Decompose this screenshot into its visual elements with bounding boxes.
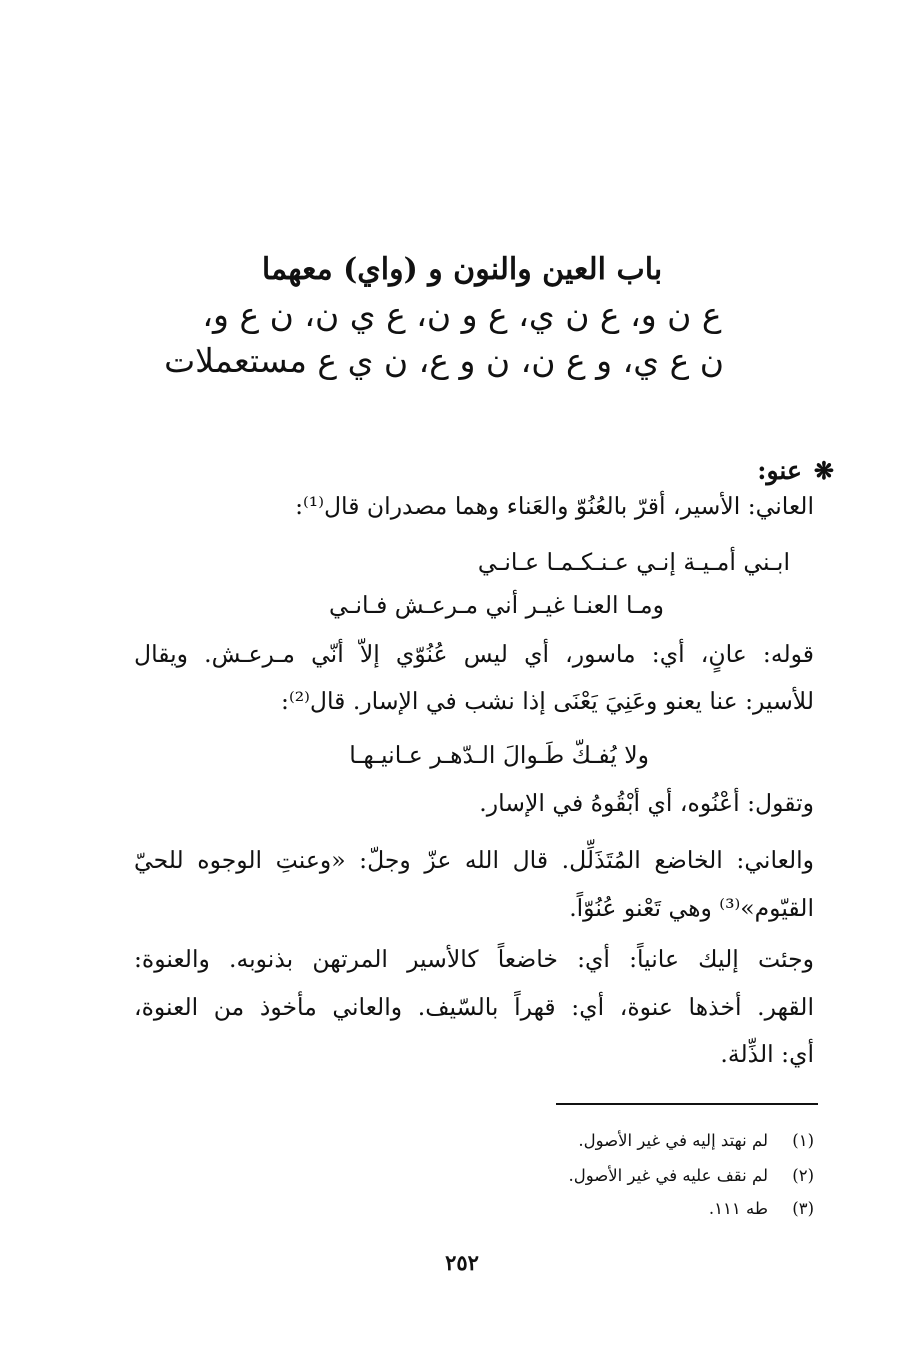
paragraph-1: العاني: الأسير، أقرّ بالعُنُوّ والعَناء وهما مصدران قال⁽¹⁾: — [295, 492, 814, 520]
footnote-text: لم نهتد إليه في غير الأصول. — [578, 1131, 768, 1150]
verse-line-3: ولا يُفـكّ طَـوالَ الـدّهـر عـانيـهـا — [349, 741, 649, 769]
footnote-2 — [569, 1166, 815, 1185]
entry-heading-text: عنو: — [757, 456, 802, 485]
paragraph-5-line-3: أي: الذِّلة. — [720, 1040, 814, 1068]
paragraph-2-line-2: للأسير: عنا يعنو وعَنِيَ يَعْنَى إذا نشب في الإسار. قال⁽²⁾: — [281, 687, 814, 715]
paragraph-4-line-2: القيّوم»⁽³⁾ وهي تَعْنو عُنُوّاً. — [569, 894, 814, 922]
verse-line-2: ومـا العنـا غيـر أني مـرعـش فـانـي — [329, 591, 664, 619]
paragraph-5-line-1: وجئت إليك عانياً: أي: خاضعاً كالأسير المرتهن بذنوبه. والعنوة: — [134, 945, 814, 973]
entry-heading — [757, 456, 834, 485]
footnote-text: لم نقف عليه في غير الأصول. — [568, 1166, 768, 1185]
paragraph-4-line-1: والعاني: الخاضع المُتَذَلِّل. قال الله عزّ وجلّ: «وعنتِ الوجوه للحيّ — [134, 846, 815, 874]
chapter-subtitle-line-2: ن ع ي، و ع ن، ن و ع، ن ي ع مستعملات — [164, 341, 724, 380]
footnote-number: (٢) — [792, 1166, 814, 1185]
footnote-text: طه ١١١. — [708, 1199, 768, 1218]
footnote-3 — [709, 1199, 814, 1218]
paragraph-5-line-2: القهر. أخذها عنوة، أي: قهراً بالسّيف. والعاني مأخوذ من العنوة، — [134, 993, 814, 1021]
page-number: ٢٥٢ — [445, 1250, 479, 1275]
paragraph-3: وتقول: أعْنُوه، أي أبْقُوهُ في الإسار. — [479, 789, 814, 817]
chapter-title-block — [164, 248, 724, 384]
footnote-1 — [578, 1131, 814, 1150]
paragraph-2-line-1: قوله: عانٍ، أي: ماسور، أي ليس عُنُوّي إلاّ أنّي مـرعـش. ويقال — [134, 640, 814, 668]
footnote-divider — [556, 1103, 818, 1105]
chapter-subtitle-line-1: ع ن و، ع ن ي، ع و ن، ع ي ن، ن ع و، — [202, 295, 722, 334]
entry-marker-icon: ❋ — [813, 456, 834, 485]
footnote-number: (١) — [792, 1131, 814, 1150]
footnote-number: (٣) — [792, 1199, 814, 1218]
chapter-title: باب العين والنون و (واي) معهما — [261, 252, 663, 287]
verse-line-1: ابـني أمـيـة إنـي عـنـكـمـا عـانـي — [477, 548, 790, 576]
